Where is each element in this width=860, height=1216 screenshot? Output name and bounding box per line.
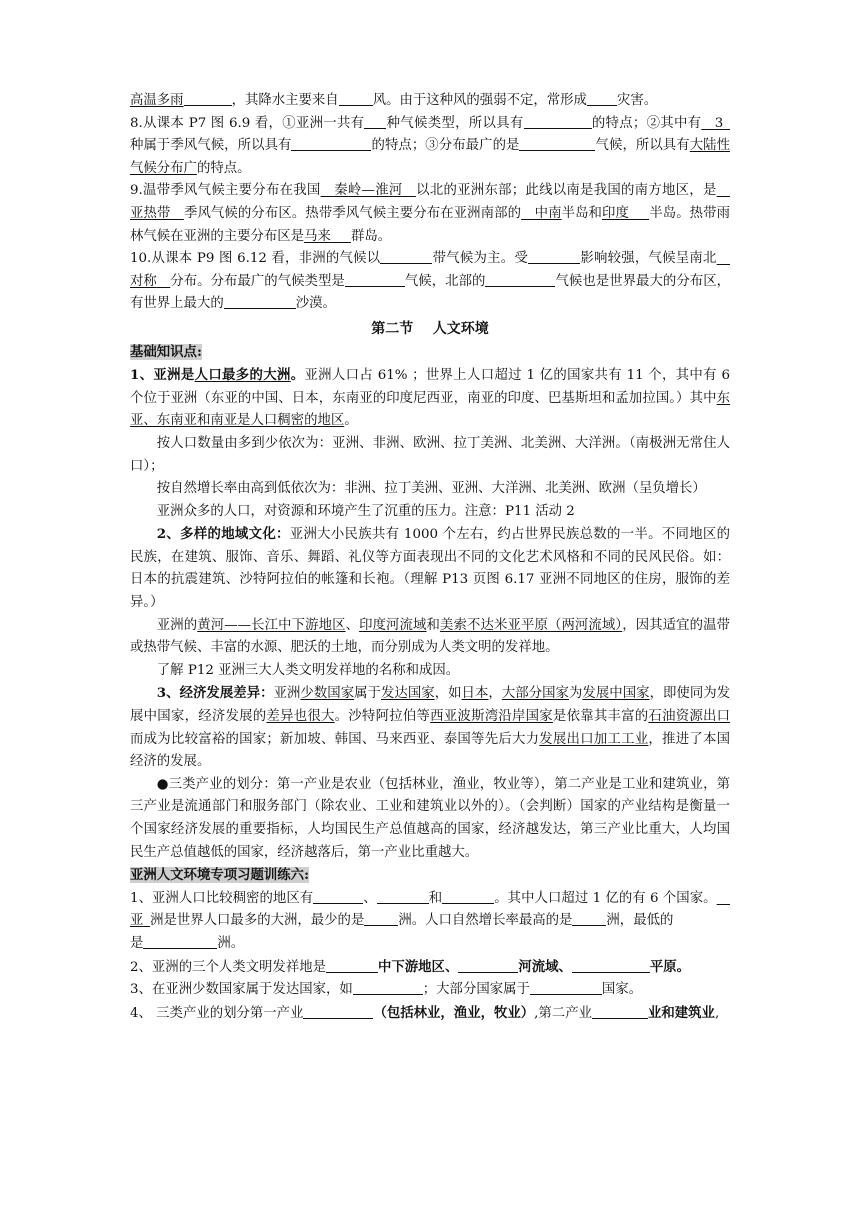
answer-underlined: 高温多雨 [130, 93, 184, 108]
blank[interactable] [353, 979, 423, 995]
answer-underlined: 马来 [304, 228, 331, 244]
exercise-1: 1、亚洲人口比较稠密的地区有 、 和 。其中人口超过 1 亿的有 6 个国家。 亚 洲是世界人口最多的大洲，最少的是 洲。人口自然增长率最高的是 洲，最低的 是 洲。 [130, 888, 730, 956]
blank[interactable] [592, 1003, 648, 1019]
question-8: 8.从课本 P7 图 6.9 看，①亚洲一共有 种气候类型，所以具有 的特点；②其中有 3 种属于季风气候，所以具有 的特点；③分布最广的是 气候，所以具有大陆性气候分布广的特点。 [130, 113, 730, 181]
blank[interactable] [530, 979, 602, 995]
answer-underlined: 人口最多的大洲 [194, 367, 291, 384]
exercise-3: 3、在亚洲少数国家属于发达国家，如 ；大部分国家属于 国家。 [130, 979, 730, 1002]
question-9: 9.温带季风气候主要分布在我国 秦岭—淮河 以北的亚洲东部；此线以南是我国的南方地区，是 亚热带 季风气候的分布区。热带季风气候主要分布在亚洲南部的 中南半岛和印度 半岛。热带雨林气候在亚洲的主要分布区是马来 群岛。 [130, 183, 731, 244]
exercise-heading: 亚洲人文环境专项习题训练六: [130, 867, 310, 884]
knowledge-point-1: 1、亚洲是人口最多的大洲。亚洲人口占 61% ；世界上人口超过 1 亿的国家共有 11 个，其中有 6 个位于亚洲（东亚的中国、日本，东南亚的印度尼西亚，南亚的印度、巴基斯坦和孟加拉国。）其中东亚、东南亚和南亚是人口稠密的地区。 [130, 367, 731, 429]
answer-underlined: 东亚、东南亚和南亚是人口稠密的地区 [130, 390, 730, 429]
blank[interactable] [377, 888, 429, 904]
blank[interactable] [364, 910, 398, 926]
knowledge-point-2: 2、多样的地域文化：亚洲大小民族共有 1000 个左右，约占世界民族总数的一半。不同地区的民族，在建筑、服饰、音乐、舞蹈、礼仪等方面表现出不同的文化艺术风格和不同的民风民俗。如：日本的抗震建筑、沙特阿拉伯的帐篷和长袍。（理解 P13 页图 6.17 亚洲不同地区的住房，服饰的差异。） [130, 526, 730, 611]
answer-underlined: 发达国家 [380, 686, 435, 702]
document-page [130, 90, 730, 1025]
blank[interactable] [524, 113, 592, 129]
civilization-note: 了解 P12 亚洲三大人类文明发祥地的名称和成因。 [156, 662, 460, 678]
blank[interactable] [485, 271, 555, 287]
blank[interactable] [345, 271, 405, 287]
exercise-4: 4、 三类产业的划分第一产业 （包括林业，渔业，牧业）,第二产业 业和建筑业, [130, 1004, 720, 1021]
answer-underlined: 对称 [130, 273, 157, 289]
answer-underlined: 中南 [534, 205, 562, 221]
answer-underlined: 美索不达米亚平原（两河流域） [440, 617, 623, 633]
answer-underlined: 3 [714, 115, 724, 131]
knowledge-point-3: 3、经济发展差异：亚洲少数国家属于发达国家，如日本，大部分国家为发展中国家，即使同为发展中国家，经济发展的差异也很大。沙特阿拉伯等西亚波斯湾沿岸国家是依靠其丰富的石油资源出口而成为比较富裕的国家；新加坡、韩国、马来西亚、泰国等先后大力发展出口加工工业，推进了本国经济的发展。 [130, 685, 731, 770]
blank[interactable] [291, 135, 371, 151]
blank[interactable] [519, 135, 595, 151]
population-pressure: 亚洲众多的人口，对资源和环境产生了沉重的压力。注意：P11 活动 2 [156, 503, 575, 519]
line-continuation: 高温多雨 ，其降水主要来自 风。由于这种风的强弱不定，常形成 灾害。 [130, 90, 730, 113]
section-title: 第二节 人文环境 [371, 320, 489, 337]
answer-underlined: 亚 [130, 913, 144, 929]
blank[interactable] [303, 1003, 373, 1019]
blank[interactable] [313, 888, 363, 904]
answer-underlined: 日本 [461, 686, 489, 702]
exercise-2: 2、亚洲的三个人类文明发祥地是 中下游地区、 河流域、 平原。 [130, 958, 691, 975]
industry-classification: ●三类产业的划分：第一产业是农业（包括林业，渔业，牧业等），第二产业是工业和建筑业，第三产业是流通部门和服务部门（除农业、工业和建筑业以外的）。（会判断）国家的产业结构是衡量一个国家经济发展的重要指标，人均国民生产总值越高的国家，经济越发达，第三产业比重大，人均国民生产总值越低的国家，经济越落后，第一产业比重越大。 [130, 776, 730, 860]
answer-underlined: 印度 [602, 205, 630, 221]
answer-underlined: 少数国家 [300, 686, 355, 702]
blank[interactable] [326, 957, 378, 973]
population-order: 按人口数量由多到少依次为：亚洲、非洲、欧洲、拉丁美洲、北美洲、大洋洲。（南极洲无常住人口）； [130, 435, 730, 474]
blank[interactable] [184, 90, 232, 106]
answer-underlined: 发展出口加工工业 [539, 731, 649, 747]
answer-underlined: 差异也很大 [266, 709, 335, 725]
answer-underlined: 亚热带 [130, 205, 171, 221]
blank[interactable] [364, 113, 386, 129]
answer-underlined: 发展中国家 [582, 686, 650, 702]
answer-underlined: 秦岭—淮河 [333, 183, 403, 199]
blank[interactable] [143, 933, 217, 949]
growth-order: 按自然增长率由高到低依次为：非洲、拉丁美洲、亚洲、大洋洲、北美洲、欧洲（呈负增长） [156, 481, 706, 497]
blank[interactable] [380, 248, 432, 264]
answer-underlined: 西亚波斯湾沿岸国家 [430, 709, 553, 725]
basics-heading: 基础知识点: [130, 343, 202, 360]
answer-underlined: 大陆性气候分布广 [130, 138, 731, 176]
blank[interactable] [442, 888, 494, 904]
answer-underlined: 印度河流域 [359, 617, 427, 633]
answer-underlined: 大部分国家 [501, 686, 569, 702]
blank[interactable] [572, 957, 650, 973]
civilization-origins: 亚洲的黄河——长江中下游地区、印度河流域和美索不达米亚平原（两河流域），因其适宜的温带或热带气候、丰富的水源、肥沃的土地，而分别成为人类文明的发祥地。 [130, 617, 731, 656]
blank[interactable] [224, 293, 296, 309]
blank[interactable] [587, 90, 617, 106]
question-10: 10.从课本 P9 图 6.12 看，非洲的气候以 带气候为主。受 影响较强，气候呈南北 对称 分布。分布最广的气候类型是 气候，北部的 气候也是世界最大的分布区，有世界上最大的 沙漠。 [130, 248, 730, 316]
answer-underlined: 黄河——长江中下游地区 [197, 617, 346, 633]
blank[interactable] [528, 248, 580, 264]
blank[interactable] [339, 90, 373, 106]
answer-underlined: 石油资源出口 [648, 709, 731, 725]
blank[interactable] [458, 957, 518, 973]
blank[interactable] [572, 910, 606, 926]
